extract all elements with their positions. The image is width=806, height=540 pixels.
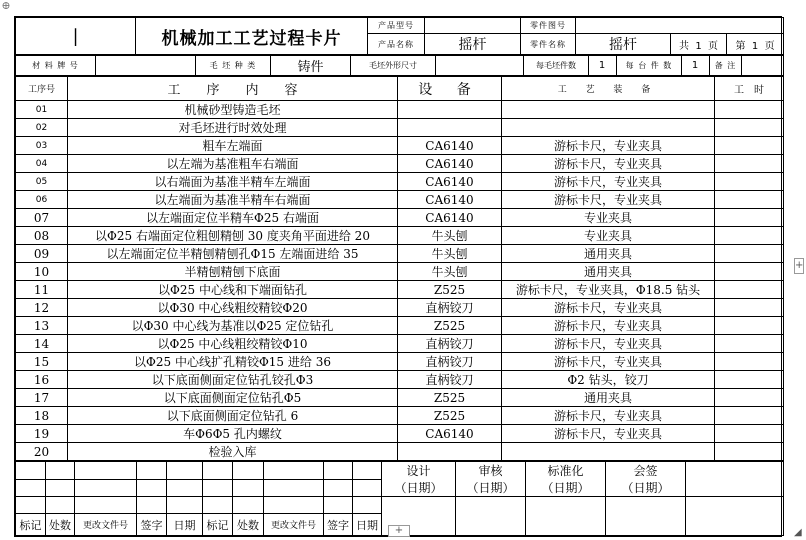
- blank-type-value[interactable]: 铸件: [271, 56, 351, 76]
- step-tooling[interactable]: 游标卡尺，专业夹具: [502, 191, 715, 209]
- standard-cell: [526, 462, 606, 497]
- step-no[interactable]: 15: [16, 353, 68, 371]
- revision-label: 日期: [167, 514, 203, 536]
- step-tooling[interactable]: 游标卡尺，专业夹具: [502, 155, 715, 173]
- process-card: [14, 16, 782, 537]
- card-title: 机械加工工艺过程卡片: [136, 18, 368, 55]
- remark-value[interactable]: [742, 56, 784, 76]
- step-equipment[interactable]: Z525: [398, 389, 502, 407]
- step-equipment[interactable]: 牛头刨: [398, 227, 502, 245]
- material-table: [15, 55, 784, 76]
- step-time[interactable]: [715, 317, 784, 335]
- step-tooling[interactable]: Φ2 钻头，铰刀: [502, 371, 715, 389]
- step-time[interactable]: [715, 407, 784, 425]
- product-model-value[interactable]: [425, 18, 521, 34]
- step-tooling[interactable]: 通用夹具: [502, 389, 715, 407]
- sheet-no-field: [727, 34, 784, 55]
- part-drawing-no-value[interactable]: [576, 18, 784, 34]
- step-row: [16, 281, 784, 299]
- step-tooling[interactable]: [502, 119, 715, 137]
- sheet-label: 第: [735, 40, 746, 52]
- blank-size-label: 毛坯外形尺寸: [351, 56, 436, 76]
- countersign-sign-box[interactable]: [606, 497, 686, 536]
- header-marker-cell: [16, 18, 136, 55]
- table-move-handle[interactable]: ⊕: [1, 0, 11, 12]
- step-row: [16, 137, 784, 155]
- step-time[interactable]: [715, 227, 784, 245]
- countersign-label: 会签: [633, 464, 658, 478]
- revision-label: 日期: [353, 514, 382, 536]
- step-no[interactable]: 03: [16, 137, 68, 155]
- step-time[interactable]: [715, 119, 784, 137]
- revision-label: 更改文件号: [264, 514, 324, 536]
- step-no[interactable]: 01: [16, 101, 68, 119]
- step-content[interactable]: 以左端面为基准半精车右端面: [68, 191, 398, 209]
- step-content[interactable]: 以下底面侧面定位钻孔 6: [68, 407, 398, 425]
- per-blank-label: 每毛坯件数: [524, 56, 589, 76]
- review-sign-box[interactable]: [456, 497, 526, 536]
- step-no[interactable]: 07: [16, 209, 68, 227]
- revision-label: 标记: [203, 514, 233, 536]
- step-time[interactable]: [715, 353, 784, 371]
- design-cell: [382, 462, 456, 497]
- step-content[interactable]: 车Φ6Φ5 孔内螺纹: [68, 425, 398, 443]
- step-row: [16, 335, 784, 353]
- step-time[interactable]: [715, 155, 784, 173]
- revision-label: 处数: [46, 514, 75, 536]
- step-content[interactable]: 以下底面侧面定位钻孔Φ5: [68, 389, 398, 407]
- step-row: [16, 353, 784, 371]
- step-equipment[interactable]: [398, 443, 502, 461]
- table-resize-handle[interactable]: ◢: [794, 527, 802, 538]
- per-unit-label: 每 台 件 数: [617, 56, 682, 76]
- header-table: [15, 17, 784, 55]
- step-content[interactable]: 以Φ30 中心线粗绞精铰Φ20: [68, 299, 398, 317]
- step-no[interactable]: 19: [16, 425, 68, 443]
- col-time: 工 时: [715, 77, 784, 101]
- standard-sign-box[interactable]: [526, 497, 606, 536]
- page-unit-1: 页: [708, 40, 719, 52]
- step-row: [16, 425, 784, 443]
- step-time[interactable]: [715, 389, 784, 407]
- step-row: [16, 407, 784, 425]
- review-label: 审核: [478, 464, 503, 478]
- step-row: [16, 299, 784, 317]
- revision-label: 签字: [324, 514, 353, 536]
- material-value[interactable]: [96, 56, 196, 76]
- step-no[interactable]: 10: [16, 263, 68, 281]
- review-cell: [456, 462, 526, 497]
- step-time[interactable]: [715, 173, 784, 191]
- step-time[interactable]: [715, 191, 784, 209]
- step-equipment[interactable]: 牛头刨: [398, 245, 502, 263]
- per-blank-value[interactable]: 1: [589, 56, 617, 76]
- step-content[interactable]: 以下底面侧面定位钻孔铰孔Φ3: [68, 371, 398, 389]
- product-name-value[interactable]: 摇杆: [425, 34, 521, 55]
- step-no[interactable]: 17: [16, 389, 68, 407]
- step-tooling[interactable]: 游标卡尺，专业夹具，Φ18.5 钻头: [502, 281, 715, 299]
- col-step-no: 工序号: [16, 77, 68, 101]
- step-no[interactable]: 20: [16, 443, 68, 461]
- step-time[interactable]: [715, 101, 784, 119]
- part-name-label: 零件名称: [521, 34, 576, 55]
- step-time[interactable]: [715, 137, 784, 155]
- step-content[interactable]: 以Φ25 中心线粗绞精铰Φ10: [68, 335, 398, 353]
- step-no[interactable]: 12: [16, 299, 68, 317]
- per-unit-value[interactable]: 1: [682, 56, 710, 76]
- total-pages-field: [671, 34, 727, 55]
- header-marker: |: [72, 25, 79, 47]
- material-label: 材 料 牌 号: [16, 56, 96, 76]
- product-name-label: 产品名称: [368, 34, 425, 55]
- step-content[interactable]: 检验入库: [68, 443, 398, 461]
- blank-size-value[interactable]: [436, 56, 524, 76]
- step-tooling[interactable]: 游标卡尺，专业夹具: [502, 335, 715, 353]
- step-tooling[interactable]: 游标卡尺，专业夹具: [502, 317, 715, 335]
- sheet-no-value[interactable]: 1: [751, 40, 759, 52]
- step-no[interactable]: 08: [16, 227, 68, 245]
- step-content[interactable]: 半精刨精刨下底面: [68, 263, 398, 281]
- step-time[interactable]: [715, 263, 784, 281]
- step-time[interactable]: [715, 245, 784, 263]
- part-name-value[interactable]: 摇杆: [576, 34, 671, 55]
- revision-label: 更改文件号: [75, 514, 137, 536]
- step-content[interactable]: 以Φ30 中心线为基准以Φ25 定位钻孔: [68, 317, 398, 335]
- revision-label: 标记: [16, 514, 46, 536]
- step-equipment[interactable]: 牛头刨: [398, 263, 502, 281]
- step-row: [16, 209, 784, 227]
- step-tooling[interactable]: [502, 443, 715, 461]
- step-no[interactable]: 18: [16, 407, 68, 425]
- step-row: [16, 173, 784, 191]
- step-equipment[interactable]: 直柄铰刀: [398, 299, 502, 317]
- step-content[interactable]: 以右端面为基准半精车左端面: [68, 173, 398, 191]
- step-no[interactable]: 16: [16, 371, 68, 389]
- step-content[interactable]: 机械砂型铸造毛坯: [68, 101, 398, 119]
- product-model-label: 产品型号: [368, 18, 425, 34]
- step-tooling[interactable]: [502, 101, 715, 119]
- blank-sign-cell[interactable]: [686, 462, 784, 497]
- step-time[interactable]: [715, 209, 784, 227]
- step-equipment[interactable]: 直柄铰刀: [398, 335, 502, 353]
- step-no[interactable]: 04: [16, 155, 68, 173]
- step-time[interactable]: [715, 371, 784, 389]
- countersign-cell: [606, 462, 686, 497]
- countersign-date-label: （日期）: [621, 481, 670, 495]
- step-no[interactable]: 02: [16, 119, 68, 137]
- step-tooling[interactable]: 游标卡尺，专业夹具: [502, 425, 715, 443]
- step-content[interactable]: 以左端面定位半精刨精刨孔Φ15 左端面进给 35: [68, 245, 398, 263]
- step-content[interactable]: 以左端面定位半精车Φ25 右端面: [68, 209, 398, 227]
- add-row-handle[interactable]: +: [388, 525, 410, 537]
- add-column-handle[interactable]: +: [794, 258, 804, 274]
- step-content[interactable]: 以左端为基准粗车右端面: [68, 155, 398, 173]
- step-row: [16, 227, 784, 245]
- step-row: [16, 101, 784, 119]
- step-no[interactable]: 06: [16, 191, 68, 209]
- remark-label: 备 注: [710, 56, 742, 76]
- step-equipment[interactable]: 直柄铰刀: [398, 353, 502, 371]
- revision-label: 签字: [137, 514, 167, 536]
- step-no[interactable]: 11: [16, 281, 68, 299]
- blank-sign-box[interactable]: [686, 497, 784, 536]
- step-no[interactable]: 09: [16, 245, 68, 263]
- design-label: 设计: [406, 464, 431, 478]
- step-row: [16, 317, 784, 335]
- step-equipment[interactable]: CA6140: [398, 137, 502, 155]
- total-label: 共: [678, 40, 689, 52]
- standard-label: 标准化: [547, 464, 584, 478]
- step-row: [16, 155, 784, 173]
- step-row: [16, 191, 784, 209]
- step-content[interactable]: 以Φ25 中心线扩孔精铰Φ15 进给 36: [68, 353, 398, 371]
- step-no[interactable]: 14: [16, 335, 68, 353]
- revision-label: 处数: [233, 514, 264, 536]
- step-time[interactable]: [715, 335, 784, 353]
- step-tooling[interactable]: 专业夹具: [502, 227, 715, 245]
- step-time[interactable]: [715, 281, 784, 299]
- step-equipment[interactable]: CA6140: [398, 155, 502, 173]
- step-no[interactable]: 05: [16, 173, 68, 191]
- total-pages-value[interactable]: 1: [695, 40, 702, 52]
- step-content[interactable]: 以Φ25 中心线和下端面钻孔: [68, 281, 398, 299]
- step-row: [16, 245, 784, 263]
- steps-table: [15, 76, 784, 461]
- step-equipment[interactable]: Z525: [398, 317, 502, 335]
- col-equipment: 设 备: [398, 77, 502, 101]
- step-tooling[interactable]: 通用夹具: [502, 263, 715, 281]
- step-no[interactable]: 13: [16, 317, 68, 335]
- step-row: [16, 119, 784, 137]
- step-row: [16, 371, 784, 389]
- blank-type-label: 毛 坯 种 类: [196, 56, 271, 76]
- step-content[interactable]: 以Φ25 右端面定位粗刨精刨 30 度夹角平面进给 20: [68, 227, 398, 245]
- part-drawing-no-label: 零件图号: [521, 18, 576, 34]
- step-equipment[interactable]: [398, 119, 502, 137]
- step-tooling[interactable]: 游标卡尺，专业夹具: [502, 407, 715, 425]
- page-unit-2: 页: [764, 40, 775, 52]
- step-equipment[interactable]: CA6140: [398, 173, 502, 191]
- standard-date-label: （日期）: [541, 481, 590, 495]
- step-row: [16, 389, 784, 407]
- col-tooling: 工 艺 装 备: [502, 77, 715, 101]
- step-tooling[interactable]: 游标卡尺，专业夹具: [502, 353, 715, 371]
- step-content[interactable]: 对毛坯进行时效处理: [68, 119, 398, 137]
- step-tooling[interactable]: 专业夹具: [502, 209, 715, 227]
- step-row: [16, 263, 784, 281]
- step-equipment[interactable]: [398, 101, 502, 119]
- step-time[interactable]: [715, 425, 784, 443]
- step-tooling[interactable]: 游标卡尺，专业夹具: [502, 173, 715, 191]
- step-tooling[interactable]: 游标卡尺，专业夹具: [502, 299, 715, 317]
- step-content[interactable]: 粗车左端面: [68, 137, 398, 155]
- col-content: 工 序 内 容: [68, 77, 398, 101]
- step-equipment[interactable]: Z525: [398, 407, 502, 425]
- step-equipment[interactable]: CA6140: [398, 425, 502, 443]
- step-time[interactable]: [715, 299, 784, 317]
- review-date-label: （日期）: [466, 481, 515, 495]
- step-equipment[interactable]: Z525: [398, 281, 502, 299]
- step-equipment[interactable]: 直柄铰刀: [398, 371, 502, 389]
- step-equipment[interactable]: CA6140: [398, 209, 502, 227]
- step-tooling[interactable]: 游标卡尺，专业夹具: [502, 137, 715, 155]
- step-equipment[interactable]: CA6140: [398, 191, 502, 209]
- step-row: [16, 443, 784, 461]
- step-time[interactable]: [715, 443, 784, 461]
- steps-body: [16, 101, 784, 461]
- design-date-label: （日期）: [394, 481, 443, 495]
- step-tooling[interactable]: 通用夹具: [502, 245, 715, 263]
